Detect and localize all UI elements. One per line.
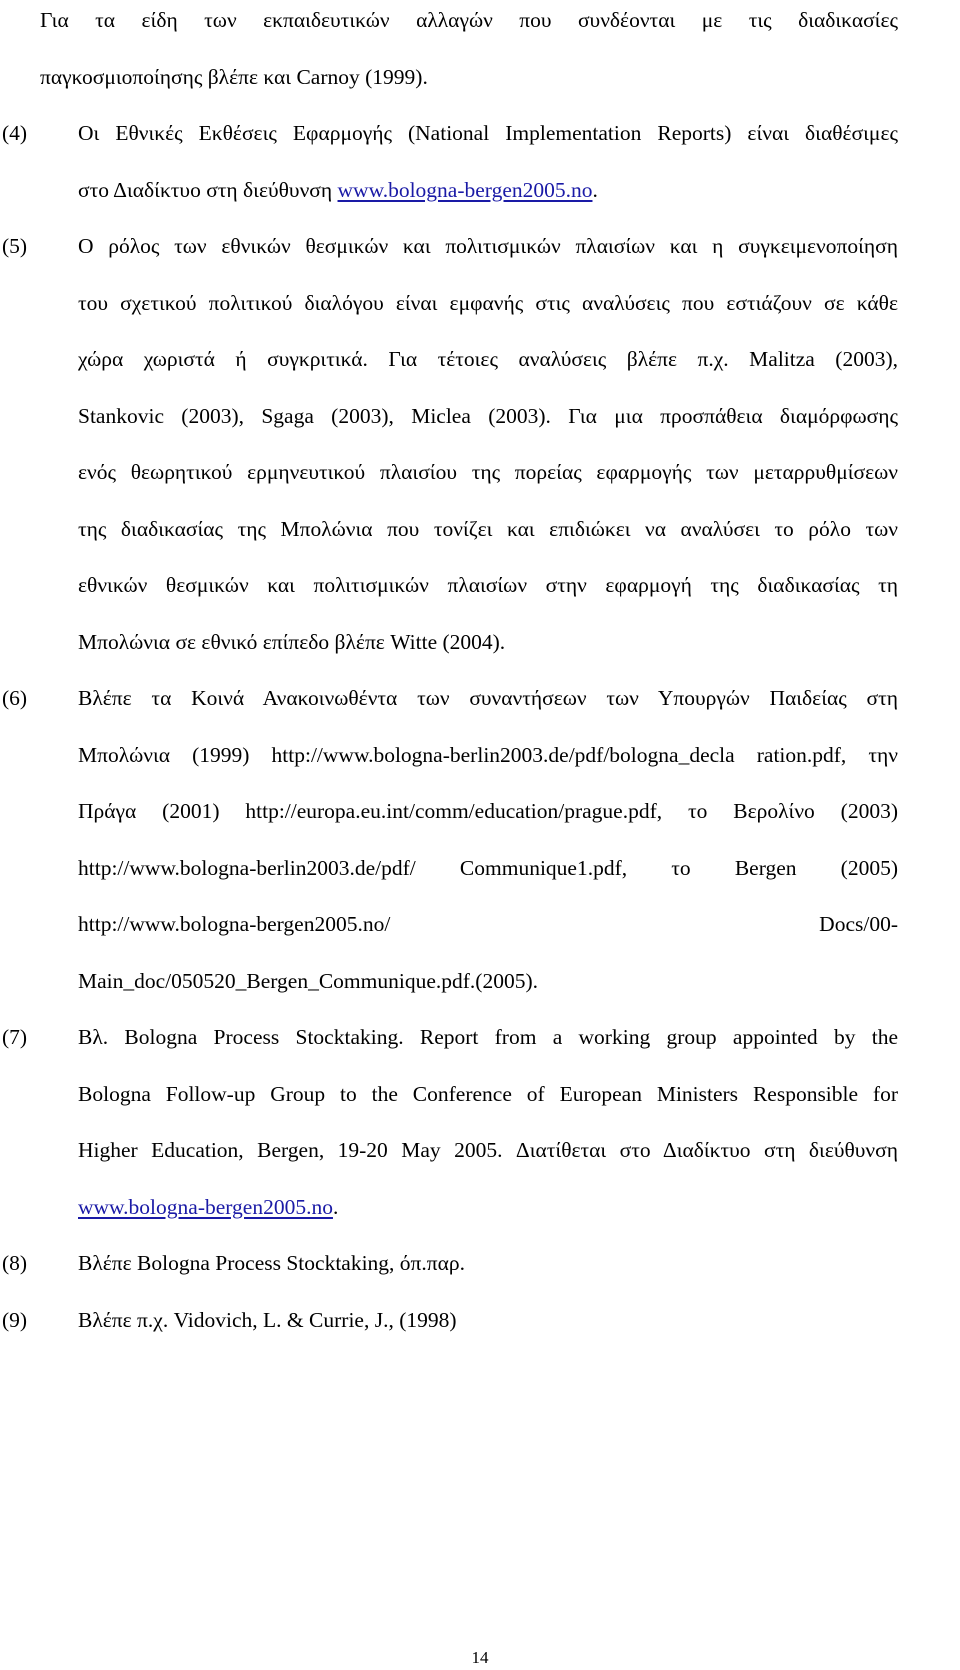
note-6-line-1: Βλέπε τα Κοινά Ανακοινωθέντα των συναντήσεων των Υπουργών Παιδείας στη <box>78 686 898 710</box>
note-continuation <box>40 0 898 105</box>
note-5-line-3: χώρα χωριστά ή συγκριτικά. Για τέτοιες αναλύσεις βλέπε π.χ. Malitza (2003), <box>78 347 898 371</box>
note-6 <box>2 670 898 1009</box>
note-7-line-1: Βλ. Bologna Process Stocktaking. Report from a working group appointed by the <box>78 1025 898 1049</box>
note-6-number: (6) <box>2 686 28 710</box>
note-7 <box>2 1009 898 1235</box>
note-continuation-line-2: παγκοσμιοποίησης βλέπε και Carnoy (1999). <box>40 64 428 89</box>
note-8-number: (8) <box>2 1251 28 1275</box>
note-5-line-6: της διαδικασίας της Μπολώνια που τονίζει και επιδιώκει να αναλύσει το ρόλο των <box>78 516 898 541</box>
note-8-line-1: Βλέπε Bologna Process Stocktaking, όπ.παρ. <box>78 1251 466 1275</box>
note-5-number: (5) <box>2 234 28 258</box>
note-6-line-6: Main_doc/050520_Bergen_Communique.pdf.(2005). <box>78 968 539 993</box>
note-7-line-3: Higher Education, Bergen, 19-20 May 2005. Διατίθεται στο Διαδίκτυο στη διεύθυνση <box>78 1138 898 1162</box>
note-4-line-1: Οι Εθνικές Εκθέσεις Εφαρμογής (National Implementation Reports) είναι διαθέσιμες <box>78 121 898 145</box>
note-7-line-4 <box>78 1179 898 1236</box>
bologna-bergen-link-2[interactable]: www.bologna-bergen2005.no <box>78 1194 333 1219</box>
note-4-number: (4) <box>2 121 28 145</box>
note-4-line-2 <box>78 162 898 219</box>
endnotes-body <box>2 0 898 1348</box>
note-6-line-2: Μπολώνια (1999) http://www.bologna-berlin2003.de/pdf/bologna_decla ration.pdf, την <box>78 742 898 767</box>
note-7-number: (7) <box>2 1025 28 1049</box>
note-4 <box>2 105 898 218</box>
bologna-bergen-link-1[interactable]: www.bologna-bergen2005.no <box>337 177 593 202</box>
note-5 <box>2 218 898 670</box>
note-5-line-2: του σχετικού πολιτικού διαλόγου είναι εμφανής στις αναλύσεις που εστιάζουν σε κάθε <box>78 290 898 315</box>
note-5-line-8: Μπολώνια σε εθνικό επίπεδο βλέπε Witte (2004). <box>78 629 506 654</box>
note-6-line-5: http://www.bologna-bergen2005.no/ Docs/00- <box>78 912 898 936</box>
page-number: 14 <box>471 1648 489 1667</box>
note-4-line-2-text: στο Διαδίκτυο στη διεύθυνση <box>78 177 338 202</box>
note-8 <box>2 1235 898 1292</box>
note-6-line-3: Πράγα (2001) http://europa.eu.int/comm/education/prague.pdf, το Βερολίνο (2003) <box>78 799 898 823</box>
note-6-line-4: http://www.bologna-berlin2003.de/pdf/ Communique1.pdf, το Bergen (2005) <box>78 855 898 880</box>
note-continuation-line-1: Για τα είδη των εκπαιδευτικών αλλαγών που συνδέονται με τις διαδικασίες <box>40 8 898 32</box>
note-9-line-1: Βλέπε π.χ. Vidovich, L. & Currie, J., (1998) <box>78 1307 457 1332</box>
note-4-line-2-end: . <box>592 177 598 202</box>
note-9 <box>2 1292 898 1349</box>
note-5-line-4: Stankovic (2003), Sgaga (2003), Miclea (2003). Για μια προσπάθεια διαμόρφωσης <box>78 403 898 428</box>
note-5-line-5: ενός θεωρητικού ερμηνευτικού πλαισίου της πορείας εφαρμογής των μεταρρυθμίσεων <box>78 460 898 484</box>
note-5-line-1: Ο ρόλος των εθνικών θεσμικών και πολιτισμικών πλαισίων και η συγκειμενοποίηση <box>78 234 898 258</box>
note-7-line-4-end: . <box>332 1194 339 1219</box>
note-7-line-2: Bologna Follow-up Group to the Conference of European Ministers Responsible for <box>78 1081 898 1106</box>
note-5-line-7: εθνικών θεσμικών και πολιτισμικών πλαισίων στην εφαρμογή της διαδικασίας τη <box>78 573 898 597</box>
note-9-number: (9) <box>2 1307 28 1332</box>
